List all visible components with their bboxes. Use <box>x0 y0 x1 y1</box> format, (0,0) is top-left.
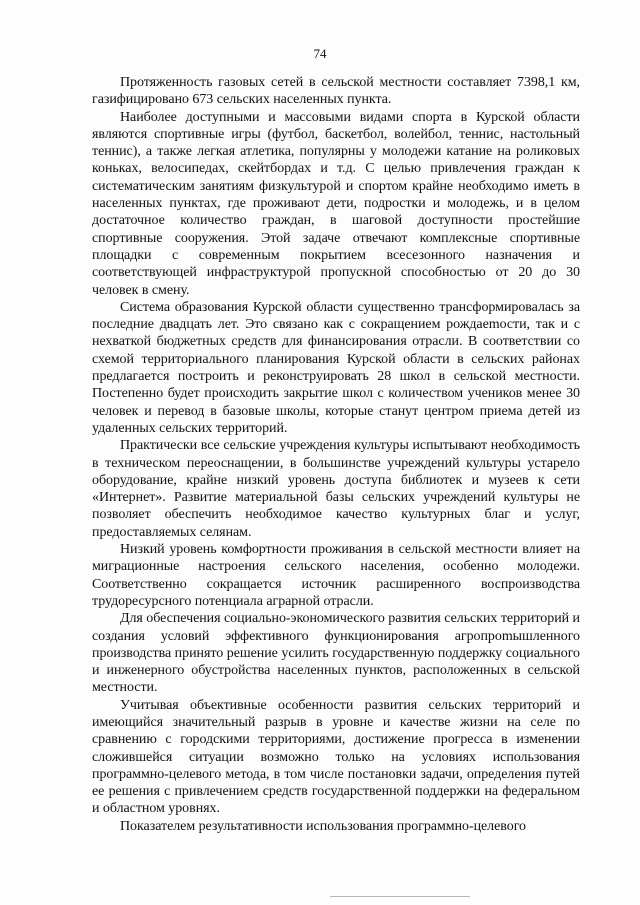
paragraph-sports: Наиболее доступными и массовыми видами спорта в Курской области являются спортивные игры (футбол, баскетбол, волейбол, теннис, настольный теннис), а также легкая атлетика, популярны у молодежи катание на роликовых коньках, велосипедах, скейтбордах и т.д. С целью привлечения граждан к систематическим занятиям физкультурой и спортом крайне необходимо иметь в населенных пунктах, где проживают дети, подростки и молодежь, и в целом достаточное количество граждан, в шаговой доступности простейшие спортивные сооружения. Этой задаче отвечают комплексные спортивные площадки с современным покрытием всесезонного назначения и соответствующей инфраструктурой пропускной способностью от 20 до 30 человек в смену. <box>92 109 580 298</box>
page-number: 74 <box>313 46 327 61</box>
scan-artifact-line <box>330 896 470 897</box>
paragraph-gas-networks: Протяженность газовых сетей в сельской местности составляет 7398,1 км, газифицировано 673 сельских населенных пункта. <box>92 75 580 108</box>
paragraph-education: Система образования Курской области существенно трансформировалась за последние двадцать лет. Это связано как с сокращением рождаеmости, так и с нехваткой бюджетных средств для финансирования отрасли. В соответствии со схемой территориального планирования Курской области в сельских районах предлагается построить и реконструировать 28 школ в сельской местности. Постепенно будет происходить закрытие школ с количеством учеников менее 30 человек и перевод в базовые школы, которые станут центром приема детей из удаленных сельских территорий. <box>92 299 580 436</box>
body-text <box>92 74 580 835</box>
paragraph-indicator: Показателем результативности использования программно-целевого <box>120 818 526 834</box>
paragraph-program-method: Учитывая объективные особенности развития сельских территорий и имеющийся значительный разрыв в уровне и качестве жизни на селе по сравнению с городскими территориями, достижение прогресса в изменении сложившейся ситуации возможно только на условиях использования программно-целевого метода, в том числе постановки задачи, определения путей ее решения с привлечением средств государственной поддержки на федеральном и областном уровнях. <box>92 697 580 817</box>
paragraph-state-support: Для обеспечения социально-экономического развития сельских территорий и создания условий эффективного функционирования агропроmышленного производства принято решение усилить государственную поддержку социального и инженерного обустройства населенных пунктов, расположенных в сельской местности. <box>92 611 580 696</box>
paragraph-living-comfort: Низкий уровень комфортности проживания в сельской местности влияет на миграционные настроения сельского населения, особенно молодежи. Соответственно сокращается источник расширенного воспроизводства трудоресурсного потенциала аграрной отрасли. <box>92 542 580 609</box>
paragraph-culture: Практически все сельские учреждения культуры испытывают необходимость в техническом переоснащении, в большинстве учреждений культуры устарело оборудование, крайне низкий уровень доступа библиотек и музеев к сети «Интернет». Развитие материальной базы сельских учреждений культуры не позволяет обеспечить необходимое качество культурных благ и услуг, предоставляемых селянам. <box>92 438 580 540</box>
